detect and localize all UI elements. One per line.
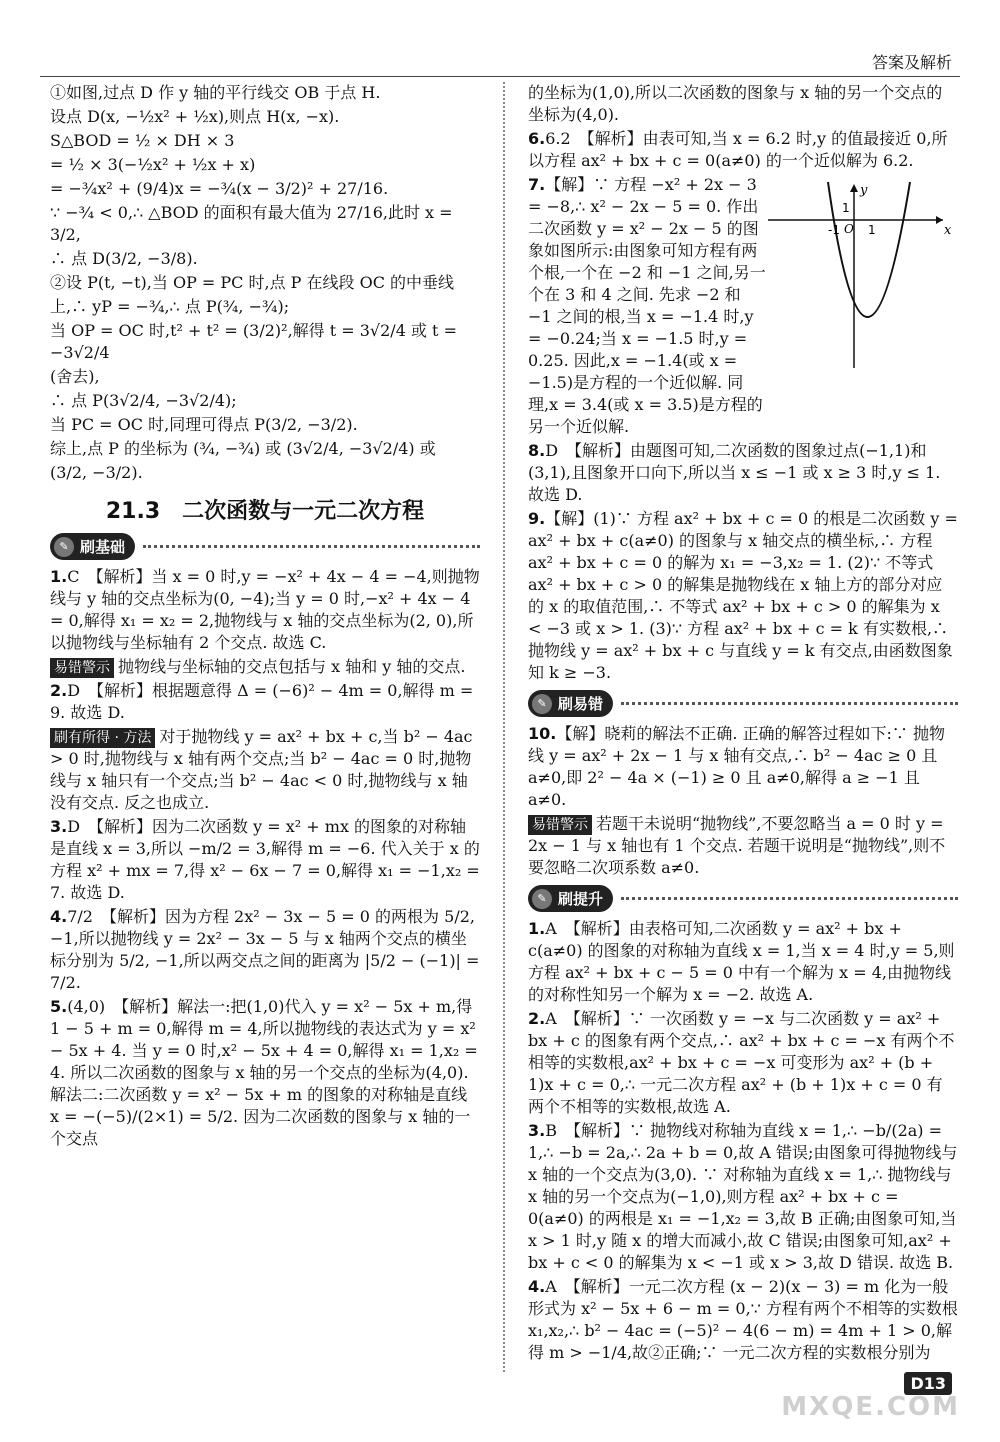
answer-item [528, 1008, 958, 1118]
answer-text: 的坐标为(1,0),所以二次函数的图象与 x 轴的另一个交点的坐标为(4,0). [528, 83, 943, 124]
y-axis-arrow-icon [850, 184, 858, 192]
answer-number: 5. [50, 997, 68, 1016]
answer-text: 对于抛物线 y = ax² + bx + c,当 b² − 4ac > 0 时,抛物线与 x 轴有两个交点;当 b² − 4ac = 0 时,抛物线与 x 轴只有一个交点;当 b² − 4ac < 0 时,抛物线与 x 轴没有交点. 反之也成立. [50, 727, 478, 812]
x-tick-1: 1 [868, 223, 876, 237]
x-axis-label: x [944, 223, 952, 238]
answer-item [528, 1276, 964, 1364]
text-line: 当 OP = OC 时,t² + t² = (3/2)²,解得 t = 3√2/4 或 t = −3√2/4 [50, 321, 463, 362]
tip-tag: 刷有所得 · 方法 [50, 728, 155, 748]
parabola-graph [768, 182, 952, 368]
x-axis-arrow-icon [936, 216, 943, 224]
answer-text: 抛物线与坐标轴的交点包括与 x 轴和 y 轴的交点. [118, 657, 466, 676]
badge-label: 刷易错 [558, 695, 604, 713]
text-line: (舍去), [50, 367, 100, 386]
answer-number: 2. [528, 1009, 546, 1028]
answer-number: 1. [50, 567, 68, 586]
text-line: 当 PC = OC 时,同理可得点 P(3/2, −3/2). [50, 415, 358, 434]
text-line: ②设 P(t, −t),当 OP = PC 时,点 P 在线段 OC 的中垂线 [50, 273, 455, 292]
tip-tag: 易错警示 [528, 815, 592, 835]
text-line: 综上,点 P 的坐标为 (¾, −¾) 或 (3√2/4, −3√2/4) 或 [50, 439, 436, 458]
badge-mistakes [528, 690, 613, 717]
text-line: (3/2, −3/2). [50, 463, 143, 482]
answer-number: 10. [528, 724, 557, 743]
answer-text: A 【解析】由表格可知,二次函数 y = ax² + bx + c(a≠0) 的图象的对称轴为直线 x = 1,当 x = 4 时,y = 5,则方程 ax² + bx + c − 5 = 0 中有一个解为 x = 4,由抛物线的对称性知另一个解为 x = −2. 故选 A. [528, 919, 955, 1004]
answer-text: 【解】晓莉的解法不正确. 正确的解答过程如下:∵ 抛物线 y = ax² + 2x − 1 与 x 轴有交点,∴ b² − 4ac ≥ 0 且 a≠0,即 2² − 4a × (−1) ≥ 0 且 a≠0,解得 a ≥ −1 且 a≠0. [528, 724, 945, 809]
answer-item [528, 508, 963, 684]
answer-number: 1. [528, 919, 546, 938]
watermark: MXQE.COM [781, 1392, 960, 1422]
answer-text: 【解】∵ 方程 −x² + 2x − 3 = −8,∴ x² − 2x − 5 = 0. 作出二次函数 y = x² − 2x − 5 的图象如图所示:由图象可知方程有两个根,一个在 −2 和 −1 之间,另一个在 3 和 4 之间. 先求 −2 和 −1 之间的根,当 x = −1.4 时,y = −0.24;当 x = −1.5 时,y = 0.25. 因此,x = −1.4(或 x = −1.5)是方程的一个近似解. 同理,x = 3.4(或 x = 3.5)是方程的另一个近似解. [528, 175, 766, 436]
answer-text: D 【解析】由题图可知,二次函数的图象过点(−1,1)和(3,1),且图象开口向下,所以当 x ≤ −1 或 x ≥ 3 时,y ≤ 1. 故选 D. [528, 441, 946, 504]
text-line: = −¾x² + (9/4)x = −¾(x − 3/2)² + 27/16. [50, 179, 389, 198]
answer-text: 若题干未说明“抛物线”,不要忽略当 a = 0 时 y = 2x − 1 与 x 轴也有 1 个交点. 若题干说明是“抛物线”,则不要忽略二次项系数 a≠0. [528, 814, 949, 877]
text-line: ∴ 点 D(3/2, −3/8). [50, 249, 198, 268]
text-line: ∴ 点 P(3√2/4, −3√2/4); [50, 391, 237, 410]
answer-text: 7/2 【解析】因为方程 2x² − 3x − 5 = 0 的两根为 5/2, −1,所以抛物线 y = 2x² − 3x − 5 与 x 轴两个交点的横坐标分别为 5/2, −1,所以两交点之间的距离为 |5/2 − (−1)| = 7/2. [50, 907, 485, 992]
text-line: 上,∴ yP = −¾,∴ 点 P(¾, −¾); [50, 297, 290, 316]
text-line: = ½ × 3(−½x² + ½x + x) [50, 155, 256, 174]
answer-text: C 【解析】当 x = 0 时,y = −x² + 4x − 4 = −4,则抛物线与 y 轴的交点坐标为(0, −4);当 y = 0 时,−x² + 4x − 4 = 0,解得 x₁ = x₂ = 2,抛物线与 x 轴的交点坐标为(2, 0),所以抛物线与坐标轴有 2 个交点. 故选 C. [50, 567, 480, 652]
dotted-divider [621, 702, 958, 705]
text-line: S△BOD = ½ × DH × 3 [50, 131, 235, 150]
answer-number: 4. [528, 1277, 546, 1296]
answer-item [528, 82, 958, 126]
answer-number: 4. [50, 907, 68, 926]
header-rule [40, 76, 960, 77]
answer-list-right-a [528, 82, 963, 684]
x-tick-neg1: -1 [828, 223, 840, 237]
answer-item [528, 813, 958, 879]
answer-text: A 【解析】∵ 一次函数 y = −x 与二次函数 y = ax² + bx + c 的图象有两个交点,∴ ax² + bx + c = −x 有两个不相等的实数根,ax² + bx + c = −x 可变形为 ax² + (b + 1)x + c = 0,∴ 一元二次方程 ax² + (b + 1)x + c = 0 有两个不相等的实数根,故选 A. [528, 1009, 955, 1116]
answer-text: A 【解析】一元二次方程 (x − 2)(x − 3) = m 化为一般形式为 x² − 5x + 6 − m = 0,∵ 方程有两个不相等的实数根 x₁,x₂,∴ b² − 4ac = (−5)² − 4(6 − m) = 4m + 1 > 0,解得 m > −1/4,故②正确;∵ 一元二次方程的实数根分别为 [528, 1277, 964, 1362]
answer-number: 3. [528, 1121, 546, 1140]
origin-label: O [844, 222, 854, 236]
answer-number: 2. [50, 681, 68, 700]
answer-text: 6.2 【解析】由表可知,当 x = 6.2 时,y 的值最接近 0,所以方程 ax² + bx + c = 0(a≠0) 的一个近似解为 6.2. [528, 129, 948, 170]
answer-text: (4,0) 【解析】解法一:把(1,0)代入 y = x² − 5x + m,得 1 − 5 + m = 0,解得 m = 4,所以抛物线的表达式为 y = x² − 5x + 4. 当 y = 0 时,x² − 5x + 4 = 0,解得 x₁ = 1,x₂ = 4. 所以二次函数的图象与 x 轴的另一个交点的坐标为(4,0). 解法二:二次函数 y = x² − 5x + m 的图象的对称轴是直线 x = −(−5)/(2×1) = 5/2. 因为二次函数的图象与 x 轴的一个交点 [50, 997, 483, 1148]
answer-number: 3. [50, 817, 68, 836]
badge-row-mistakes [528, 690, 958, 717]
answer-list-right-c [528, 918, 964, 1364]
answer-list-right-b [528, 723, 958, 879]
parabola-curve [828, 182, 910, 317]
answer-item [528, 723, 958, 811]
text-line: ①如图,过点 D 作 y 轴的平行线交 OB 于点 H. [50, 83, 381, 102]
y-tick-1: 1 [842, 201, 850, 215]
dotted-divider [621, 897, 958, 900]
dotted-divider [143, 545, 480, 548]
right-column [528, 82, 964, 1366]
answer-number: 9. [528, 509, 546, 528]
pen-icon: ✎ [532, 889, 552, 909]
answer-item [50, 656, 480, 678]
answer-item [528, 128, 958, 172]
answer-item [528, 440, 958, 506]
solution-continued [50, 82, 480, 484]
badge-label: 刷提升 [558, 890, 604, 908]
answer-item [528, 1120, 963, 1274]
answer-item [50, 816, 485, 904]
answer-text: 【解】(1)∵ 方程 ax² + bx + c = 0 的根是二次函数 y = ax² + bx + c(a≠0) 的图象与 x 轴交点的横坐标,∴ 方程 ax² + bx + c = 0 的解为 x₁ = −3,x₂ = 1. (2)∵ 不等式 ax² + bx + c > 0 的解集是抛物线在 x 轴上方的部分对应的 x 的取值范围,∴ 不等式 ax² + bx + c > 0 的解集为 x < −3 或 x > 1. (3)∵ 方程 ax² + bx + c = k 有实数根,∴ 抛物线 y = ax² + bx + c 与直线 y = k 有交点,由函数图象知 k ≥ −3. [528, 509, 963, 682]
answer-text: B 【解析】∵ 抛物线对称轴为直线 x = 1,∴ −b/(2a) = 1,∴ −b = 2a,∴ 2a + b = 0,故 A 错误;由图象可得抛物线与 x 轴的一个交点为(3,0). ∵ 对称轴为直线 x = 1,∴ 抛物线与 x 轴的另一个交点为(−1,0),则方程 ax² + bx + c = 0(a≠0) 的两根是 x₁ = −1,x₂ = 3,故 B 正确;由图象可知,当 x > 1 时,y 随 x 的增大而减小,故 C 错误;由图象可知,ax² + bx + c < 0 的解集为 x < −1 或 x > 3,故 D 错误. 故选 B. [528, 1121, 963, 1272]
answer-number: 7. [528, 175, 546, 194]
answer-item [50, 726, 480, 814]
badge-label: 刷基础 [80, 538, 126, 556]
text-line: ∵ −¾ < 0,∴ △BOD 的面积有最大值为 27/16,此时 x = 3/2, [50, 203, 458, 244]
answer-list-left [50, 566, 485, 1150]
badge-basic [50, 533, 135, 560]
left-column [50, 82, 485, 1152]
column-separator [503, 82, 505, 1372]
pen-icon: ✎ [54, 537, 74, 557]
badge-advanced [528, 885, 613, 912]
pen-icon: ✎ [532, 694, 552, 714]
text-line: 设点 D(x, −½x² + ½x),则点 H(x, −x). [50, 107, 340, 126]
answer-text: D 【解析】根据题意得 Δ = (−6)² − 4m = 0,解得 m = 9. 故选 D. [50, 681, 479, 722]
answer-item [528, 918, 958, 1006]
answer-item [50, 906, 485, 994]
answer-item [50, 680, 480, 724]
tip-tag: 易错警示 [50, 658, 114, 678]
badge-row-basic [50, 533, 480, 560]
answer-number: 6. [528, 129, 546, 148]
answer-item [50, 996, 483, 1150]
section-title: 21.3 二次函数与一元二次方程 [105, 499, 425, 524]
answer-text: D 【解析】因为二次函数 y = x² + mx 的图象的对称轴是直线 x = 3,所以 −m/2 = 3,解得 m = −6. 代入关于 x 的方程 x² + mx = 7,得 x² − 6x − 7 = 0,解得 x₁ = −1,x₂ = 7. 故选 D. [50, 817, 485, 902]
badge-row-advanced [528, 885, 958, 912]
header-title: 答案及解析 [871, 53, 952, 72]
answer-item [50, 566, 480, 654]
y-axis-label: y [860, 183, 868, 198]
page-number: D13 [904, 1372, 952, 1395]
answer-number: 8. [528, 441, 546, 460]
